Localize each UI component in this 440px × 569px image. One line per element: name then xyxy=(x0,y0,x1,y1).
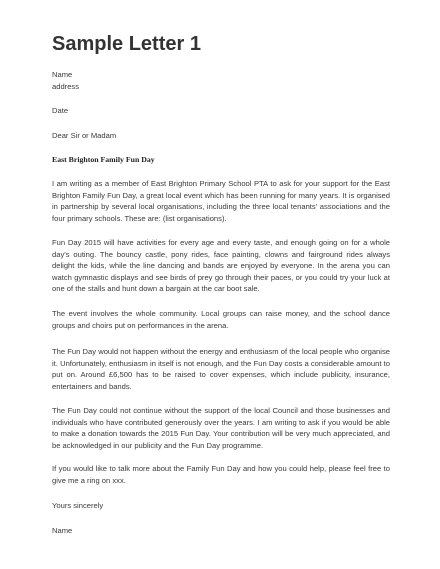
letter-subject: East Brighton Family Fun Day xyxy=(52,155,155,164)
signature-name: Name xyxy=(52,526,73,535)
letter-title: Sample Letter 1 xyxy=(52,33,201,55)
paragraph-contact: If you would like to talk more about the Family Fun Day and how you could help, please feel free to give me a ring on xxx. xyxy=(52,464,390,485)
closing: Yours sincerely xyxy=(52,501,104,510)
paragraph-intro: I am writing as a member of East Brighton Primary School PTA to ask for your support for the East Brighton Family Fun Day, a great local event which has been running for many years. It is organised in partnership by several local organisations, including the three local tenants' associations and the four primary schools. These are: (list organisations). xyxy=(52,179,390,223)
paragraph-costs: The Fun Day would not happen without the energy and enthusiasm of the local people who organise it. Unfortunately, enthusiasm in itself is not enough, and the Fun Day costs a considerable amount to put on. Around £6,500 has to be raised to cover expenses, which include publicity, insurance, entertainers and bands. xyxy=(52,347,390,391)
paragraph-donation: The Fun Day could not continue without the support of the local Council and those businesses and individuals who have contributed generously over the years. I am writing to ask if you would be able to make a donation towards the 2015 Fun Day. Your contribution will be very much appreciated, and be acknowledged in our publicity and the Fun Day programme. xyxy=(52,406,390,450)
paragraph-community: The event involves the whole community. Local groups can raise money, and the school dance groups and choirs put on performances in the arena. xyxy=(52,309,390,330)
sender-name: Name xyxy=(52,70,73,79)
paragraph-activities: Fun Day 2015 will have activities for every age and every taste, and enough going on for a whole day's outing. The bouncy castle, pony rides, face painting, clowns and fairground rides always delight the kids, while the line dancing and bands are enjoyed by everyone. In the arena you can watch gymnastic displays and see birds of prey go through their paces, or you could try your luck at one of the stalls and hunt down a bargain at the car boot sale. xyxy=(52,238,390,294)
letter-date: Date xyxy=(52,106,69,115)
sender-address: address xyxy=(52,82,80,91)
salutation: Dear Sir or Madam xyxy=(52,131,117,140)
